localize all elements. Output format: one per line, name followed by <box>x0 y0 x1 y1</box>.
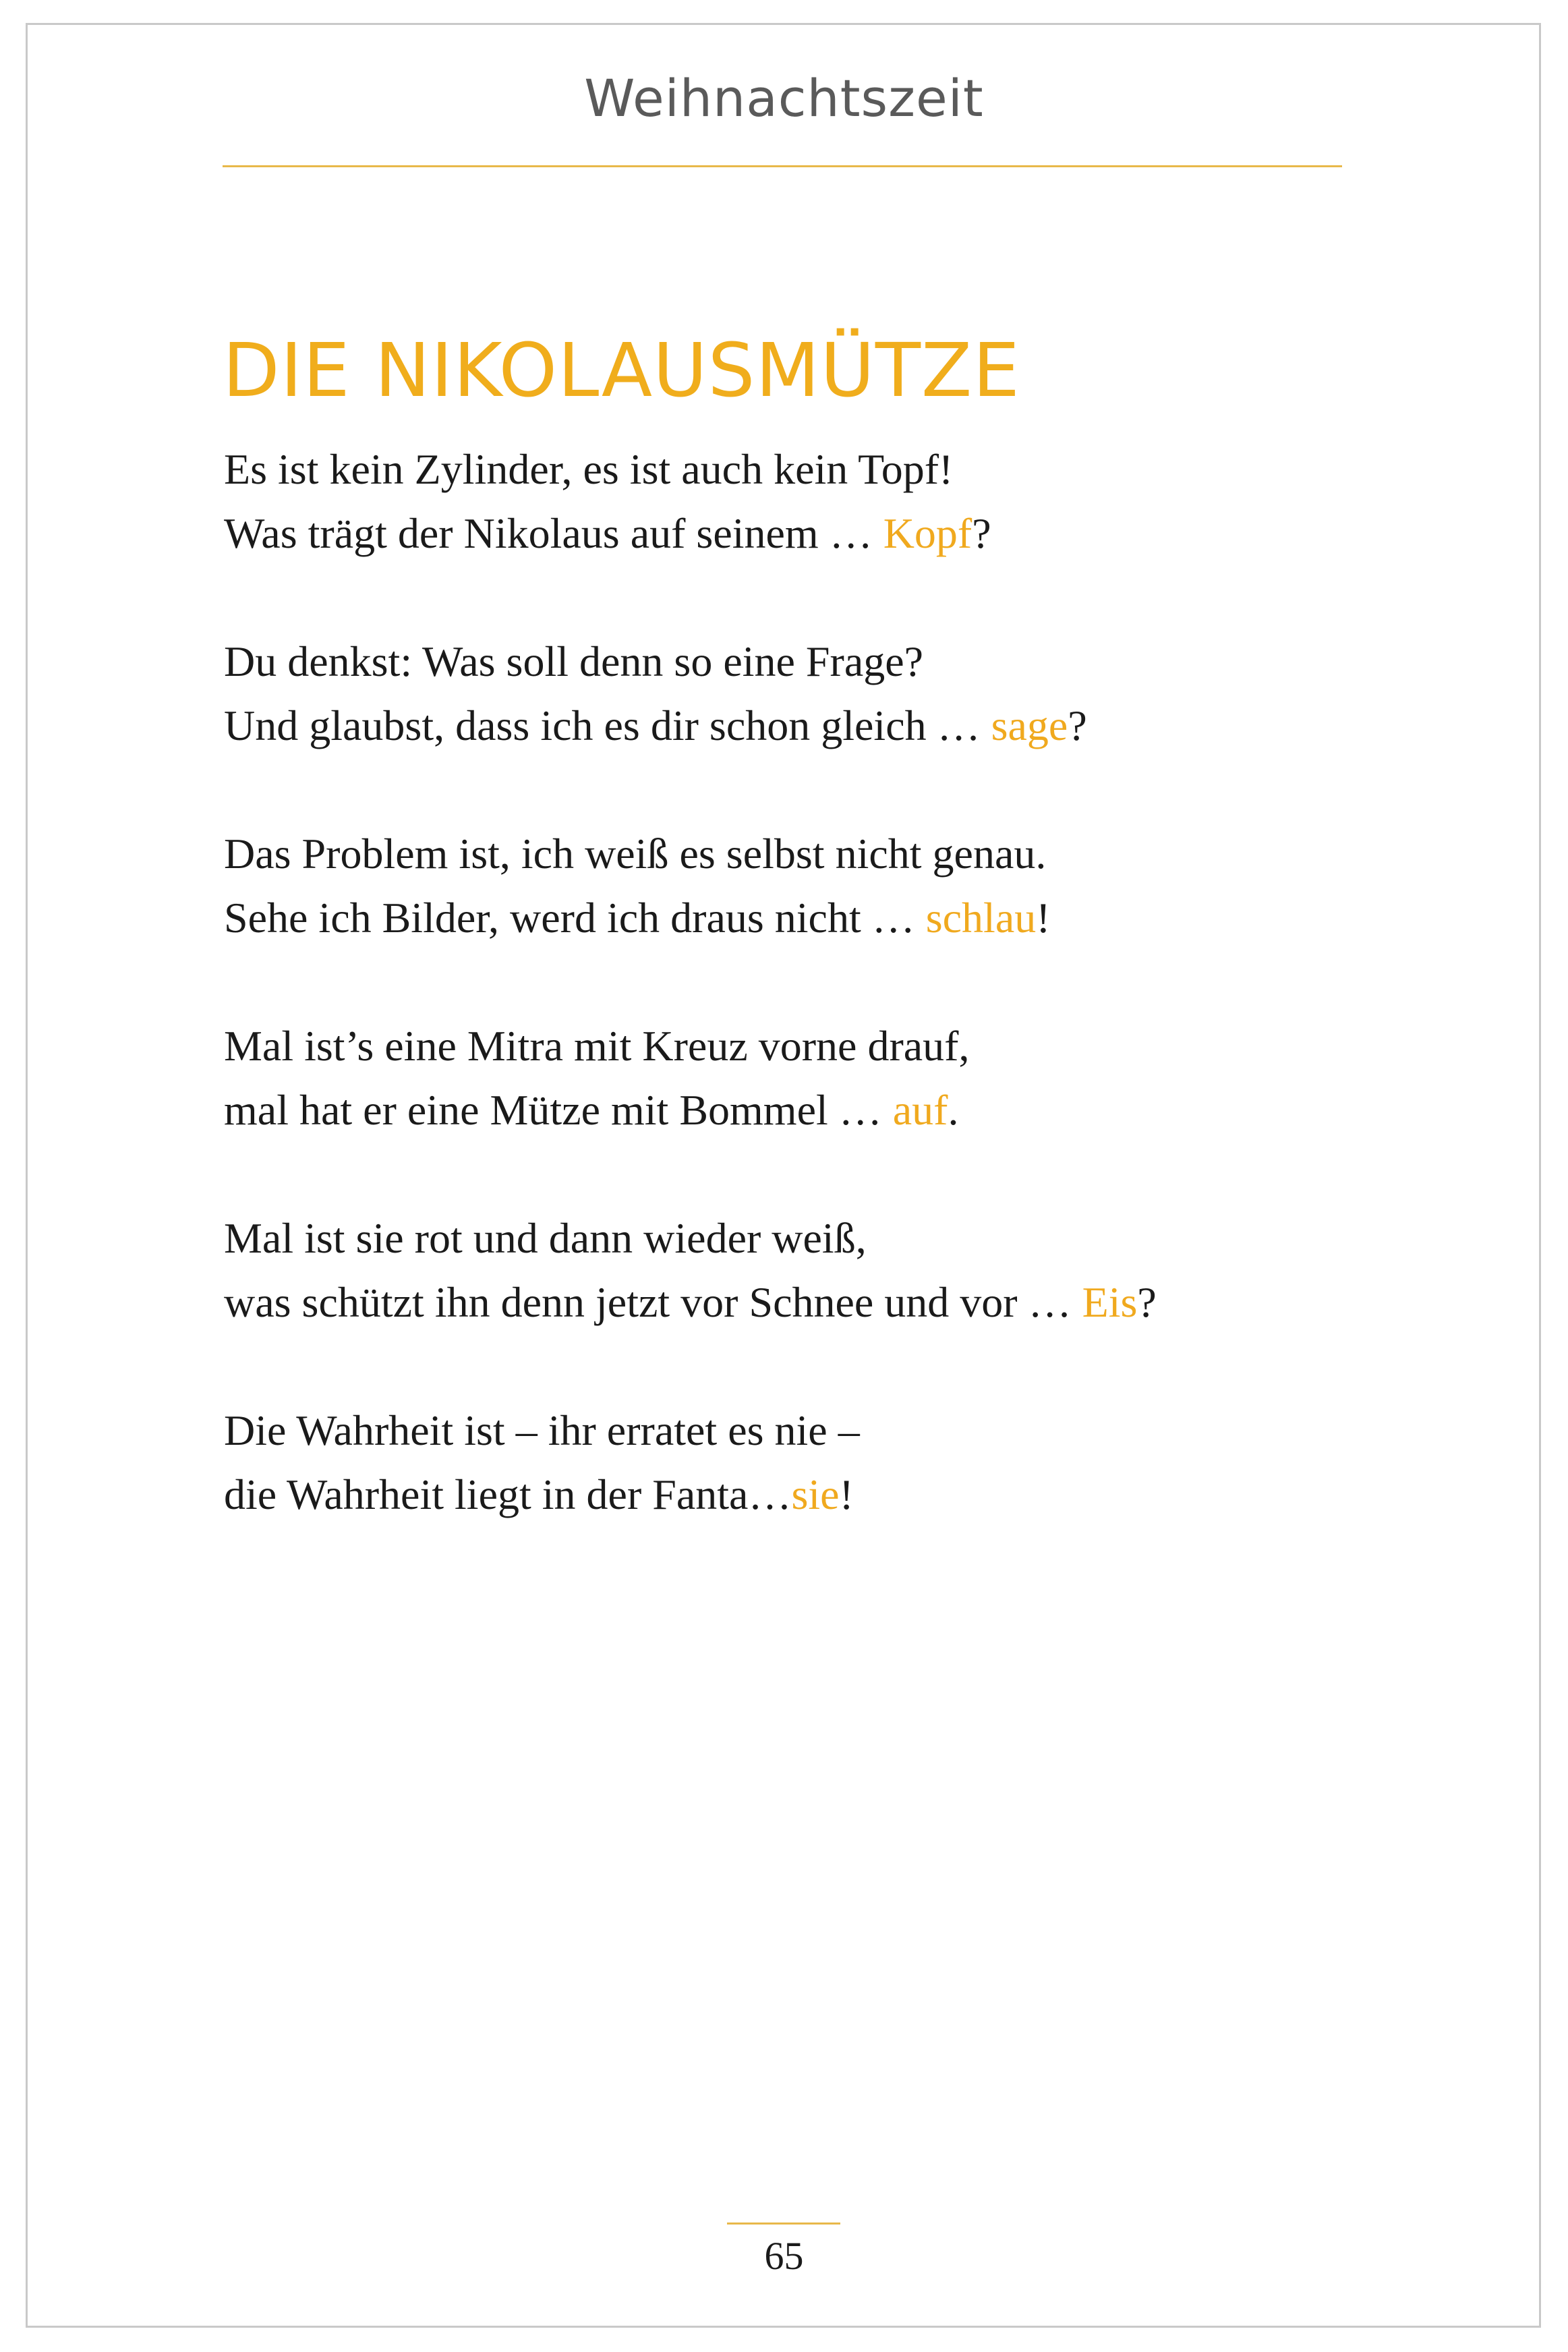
rhyme-word: auf <box>892 1086 948 1134</box>
line-text: Und glaubst, dass ich es dir schon gleich … <box>224 701 991 749</box>
poem-line: Du denkst: Was soll denn so eine Frage? <box>224 637 924 685</box>
stanza-2 <box>224 629 1370 757</box>
running-header: Weihnachtszeit <box>584 68 984 128</box>
header-divider <box>223 165 1342 167</box>
page-number: 65 <box>764 2234 804 2278</box>
poem-line <box>224 1078 1370 1142</box>
rhyme-word: sie <box>791 1470 840 1518</box>
footer-divider <box>727 2222 840 2225</box>
poem-line: Mal ist sie rot und dann wieder weiß, <box>224 1214 867 1262</box>
line-text: Sehe ich Bilder, werd ich draus nicht … <box>224 894 926 942</box>
stanza-1 <box>224 437 1370 565</box>
poem-line <box>224 693 1370 757</box>
poem-line: Das Problem ist, ich weiß es selbst nicht genau. <box>224 830 1047 878</box>
line-text: was schützt ihn denn jetzt vor Schnee und vor … <box>224 1278 1082 1326</box>
rhyme-word: Kopf <box>883 509 972 557</box>
poem-line: Es ist kein Zylinder, es ist auch kein Topf! <box>224 445 954 493</box>
rhyme-word: schlau <box>925 894 1037 942</box>
line-punctuation: ? <box>1068 701 1087 749</box>
line-punctuation: ! <box>1036 894 1051 942</box>
stanza-3 <box>224 822 1370 950</box>
line-text: mal hat er eine Mütze mit Bommel … <box>224 1086 893 1134</box>
poem-title: DIE NIKOLAUSMÜTZE <box>223 326 1020 413</box>
line-punctuation: . <box>948 1086 959 1134</box>
line-punctuation: ? <box>1137 1278 1157 1326</box>
poem-body <box>224 437 1370 1590</box>
poem-line <box>224 1462 1370 1526</box>
line-text: Was trägt der Nikolaus auf seinem … <box>224 509 883 557</box>
line-text: die Wahrheit liegt in der Fanta… <box>224 1470 792 1518</box>
poem-line <box>224 1270 1370 1334</box>
stanza-6 <box>224 1398 1370 1526</box>
line-punctuation: ? <box>972 509 991 557</box>
rhyme-word: sage <box>991 701 1068 749</box>
stanza-4 <box>224 1014 1370 1142</box>
line-punctuation: ! <box>839 1470 854 1518</box>
poem-line: Mal ist’s eine Mitra mit Kreuz vorne drauf, <box>224 1022 970 1070</box>
poem-line <box>224 886 1370 950</box>
poem-line <box>224 501 1370 565</box>
stanza-5 <box>224 1206 1370 1334</box>
poem-line: Die Wahrheit ist – ihr erratet es nie – <box>224 1406 860 1454</box>
rhyme-word: Eis <box>1082 1278 1138 1326</box>
